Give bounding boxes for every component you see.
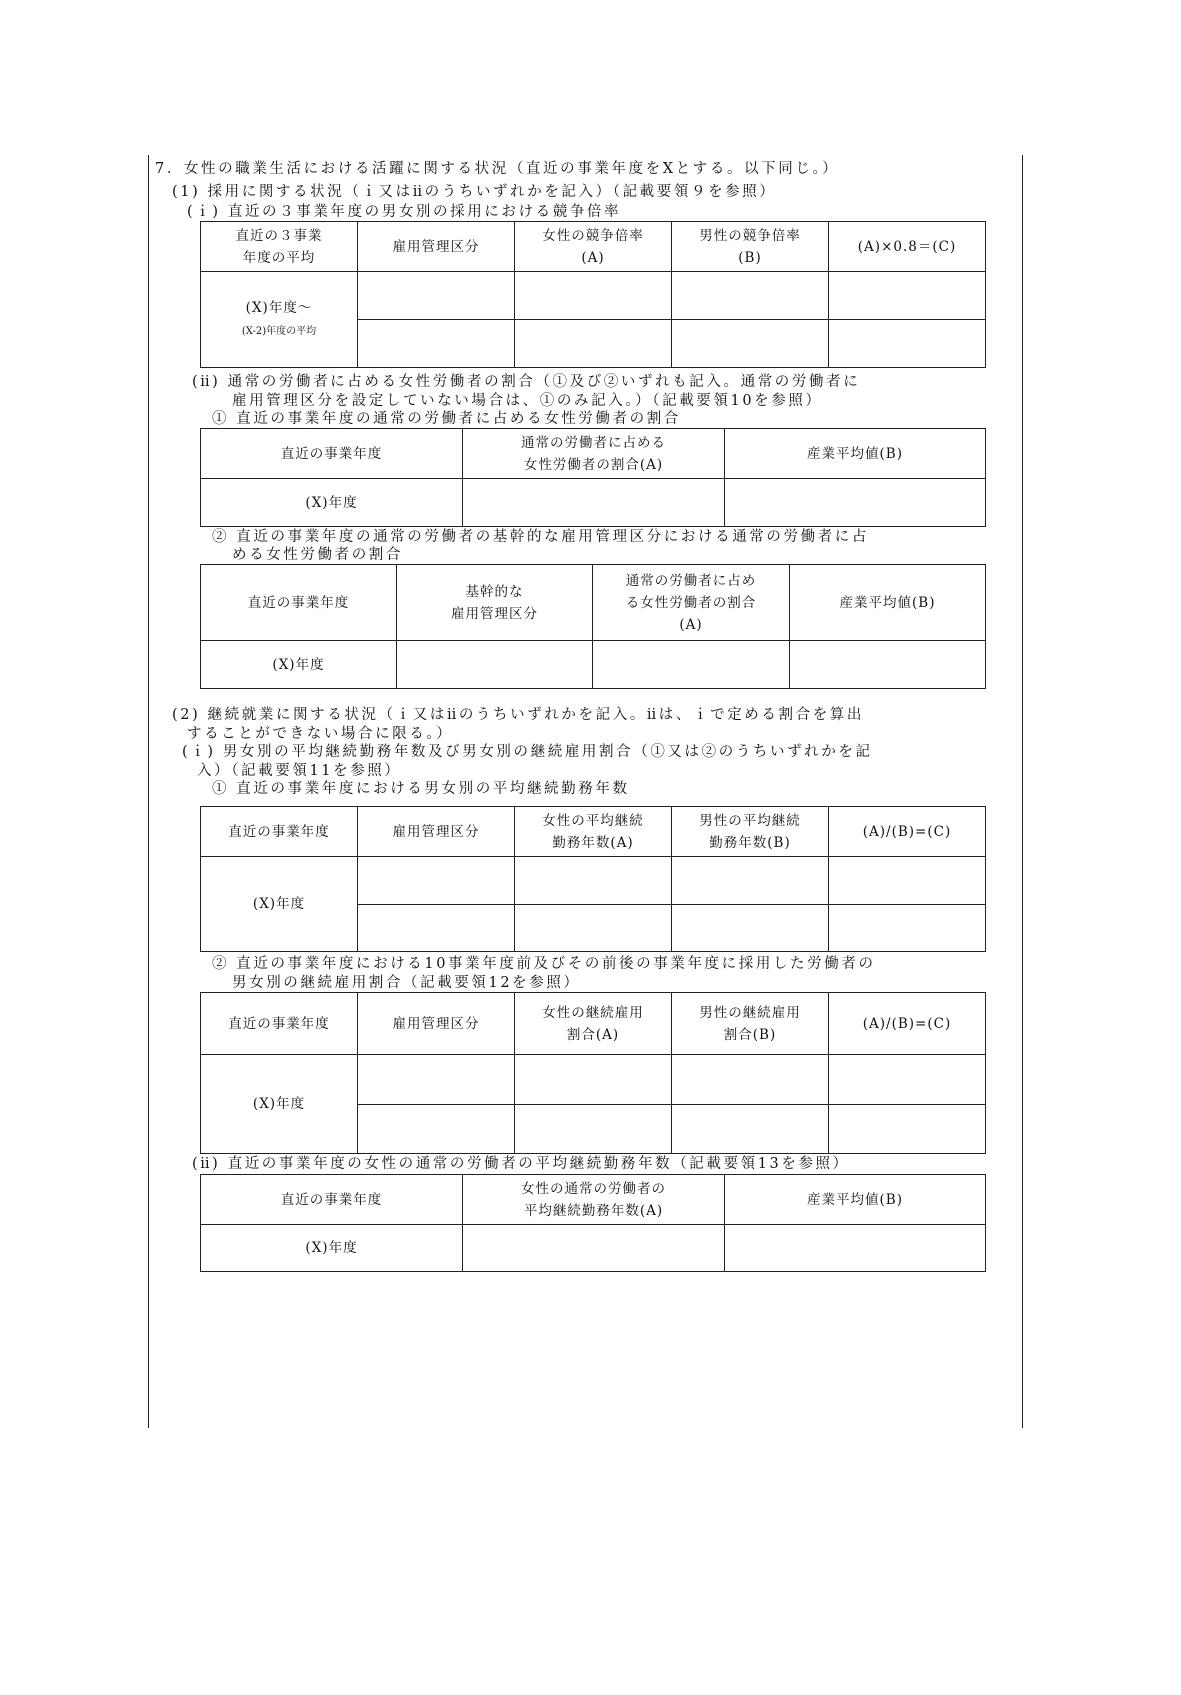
table-average-tenure-by-gender bbox=[200, 806, 986, 952]
header-fiscal-year: 直近の事業年度 bbox=[201, 993, 358, 1055]
item-1-ii-title-line2: 雇用管理区分を設定していない場合は、①のみ記入。）（記載要領10を参照） bbox=[232, 393, 823, 409]
header-employment-category: 雇用管理区分 bbox=[358, 807, 515, 857]
cell-input[interactable] bbox=[829, 320, 986, 368]
cell-input[interactable] bbox=[672, 1055, 829, 1105]
item-2-i-q2-title-line1: ② 直近の事業年度における10事業年度前及びその前後の事業年度に採用した労働者の bbox=[212, 956, 876, 972]
item-2-i-q2-title-line2: 男女別の継続雇用割合（記載要領12を参照） bbox=[232, 975, 581, 991]
cell-input[interactable] bbox=[515, 272, 672, 320]
header-3year-average: 直近の３事業 年度の平均 bbox=[201, 222, 358, 272]
header-fiscal-year: 直近の事業年度 bbox=[201, 429, 463, 479]
header-fiscal-year: 直近の事業年度 bbox=[201, 807, 358, 857]
cell-input[interactable] bbox=[515, 857, 672, 905]
cell-input[interactable] bbox=[829, 857, 986, 905]
header-male-average-tenure: 男性の平均継続 勤務年数(B) bbox=[672, 807, 829, 857]
cell-input[interactable] bbox=[515, 905, 672, 952]
cell-input[interactable] bbox=[463, 479, 725, 527]
row-label-x-to-x2-average: (X)年度～ (X-2)年度の平均 bbox=[201, 272, 358, 368]
cell-input[interactable] bbox=[593, 641, 790, 689]
cell-input[interactable] bbox=[725, 479, 986, 527]
cell-input[interactable] bbox=[358, 320, 515, 368]
header-industry-average: 産業平均値(B) bbox=[725, 429, 986, 479]
cell-input[interactable] bbox=[829, 1105, 986, 1154]
row-label-x-year: (X)年度 bbox=[201, 1055, 358, 1154]
page-frame-left-border bbox=[148, 155, 149, 1428]
table-female-ratio-regular-workers bbox=[200, 428, 986, 527]
header-employment-category: 雇用管理区分 bbox=[358, 222, 515, 272]
section-7-heading: 7．女性の職業生活における活躍に関する状況（直近の事業年度をXとする。以下同じ。） bbox=[155, 161, 840, 177]
header-formula-c: (A)/(B)=(C) bbox=[829, 807, 986, 857]
cell-input[interactable] bbox=[397, 641, 593, 689]
header-female-competition-ratio: 女性の競争倍率 (A) bbox=[515, 222, 672, 272]
cell-input[interactable] bbox=[515, 1055, 672, 1105]
cell-input[interactable] bbox=[515, 320, 672, 368]
item-2-i-title-line2: 入）（記載要領11を参照） bbox=[197, 763, 402, 779]
cell-input[interactable] bbox=[358, 272, 515, 320]
header-female-ratio: 通常の労働者に占め る女性労働者の割合 (A) bbox=[593, 565, 790, 641]
subsection-2-title-line1: (2) 継続就業に関する状況（ｉ又はⅱのうちいずれかを記入。ⅱは、ｉで定める割合を算出 bbox=[172, 707, 864, 723]
header-fiscal-year: 直近の事業年度 bbox=[201, 565, 397, 641]
row-label-x-year: (X)年度 bbox=[201, 479, 463, 527]
row-label-x-year: (X)年度 bbox=[201, 1225, 463, 1272]
header-female-ratio: 通常の労働者に占める 女性労働者の割合(A) bbox=[463, 429, 725, 479]
subsection-2-title-line2: することができない場合に限る。） bbox=[187, 726, 454, 742]
table-recruitment-competition-ratio bbox=[200, 221, 986, 368]
cell-input[interactable] bbox=[829, 1055, 986, 1105]
cell-input[interactable] bbox=[358, 905, 515, 952]
cell-input[interactable] bbox=[672, 1105, 829, 1154]
page-frame-right-border bbox=[1022, 155, 1023, 1428]
cell-input[interactable] bbox=[829, 905, 986, 952]
row-label-x-year: (X)年度 bbox=[201, 641, 397, 689]
header-formula-c: (A)/(B)=(C) bbox=[829, 993, 986, 1055]
item-2-ii-title: (ⅱ) 直近の事業年度の女性の通常の労働者の平均継続勤務年数（記載要領13を参照） bbox=[192, 1156, 850, 1172]
cell-input[interactable] bbox=[358, 1055, 515, 1105]
cell-input[interactable] bbox=[672, 905, 829, 952]
cell-input[interactable] bbox=[463, 1225, 725, 1272]
item-1-i-title: (ｉ) 直近の３事業年度の男女別の採用における競争倍率 bbox=[187, 204, 622, 220]
header-employment-category: 雇用管理区分 bbox=[358, 993, 515, 1055]
table-female-regular-worker-tenure bbox=[200, 1174, 986, 1272]
header-female-average-tenure: 女性の通常の労働者の 平均継続勤務年数(A) bbox=[463, 1175, 725, 1225]
item-1-ii-q2-title-line2: める女性労働者の割合 bbox=[232, 547, 403, 563]
item-1-ii-title-line1: (ⅱ) 通常の労働者に占める女性労働者の割合（①及び②いずれも記入。通常の労働者に bbox=[192, 374, 861, 390]
header-formula-c: (A)×0.8＝(C) bbox=[829, 222, 986, 272]
cell-input[interactable] bbox=[790, 641, 986, 689]
item-1-ii-q2-title-line1: ② 直近の事業年度の通常の労働者の基幹的な雇用管理区分における通常の労働者に占 bbox=[212, 529, 870, 545]
item-1-ii-q1-title: ① 直近の事業年度の通常の労働者に占める女性労働者の割合 bbox=[212, 411, 681, 427]
header-female-average-tenure: 女性の平均継続 勤務年数(A) bbox=[515, 807, 672, 857]
cell-input[interactable] bbox=[515, 1105, 672, 1154]
subsection-1-title: (1) 採用に関する状況（ｉ又はⅱのうちいずれかを記入）（記載要領９を参照） bbox=[172, 184, 777, 200]
table-core-category-female-ratio bbox=[200, 564, 986, 689]
item-2-i-q1-title: ① 直近の事業年度における男女別の平均継続勤務年数 bbox=[212, 781, 630, 797]
row-label-x-year: (X)年度 bbox=[201, 857, 358, 952]
cell-input[interactable] bbox=[829, 272, 986, 320]
header-male-continued-ratio: 男性の継続雇用 割合(B) bbox=[672, 993, 829, 1055]
table-continued-employment-ratio bbox=[200, 992, 986, 1154]
header-female-continued-ratio: 女性の継続雇用 割合(A) bbox=[515, 993, 672, 1055]
cell-input[interactable] bbox=[672, 320, 829, 368]
cell-input[interactable] bbox=[358, 857, 515, 905]
cell-input[interactable] bbox=[358, 1105, 515, 1154]
header-core-employment-category: 基幹的な 雇用管理区分 bbox=[397, 565, 593, 641]
header-industry-average: 産業平均値(B) bbox=[790, 565, 986, 641]
header-male-competition-ratio: 男性の競争倍率 (B) bbox=[672, 222, 829, 272]
header-fiscal-year: 直近の事業年度 bbox=[201, 1175, 463, 1225]
cell-input[interactable] bbox=[725, 1225, 986, 1272]
cell-input[interactable] bbox=[672, 857, 829, 905]
header-industry-average: 産業平均値(B) bbox=[725, 1175, 986, 1225]
cell-input[interactable] bbox=[672, 272, 829, 320]
item-2-i-title-line1: (ｉ) 男女別の平均継続勤務年数及び男女別の継続雇用割合（①又は②のうちいずれかを記 bbox=[182, 744, 873, 760]
